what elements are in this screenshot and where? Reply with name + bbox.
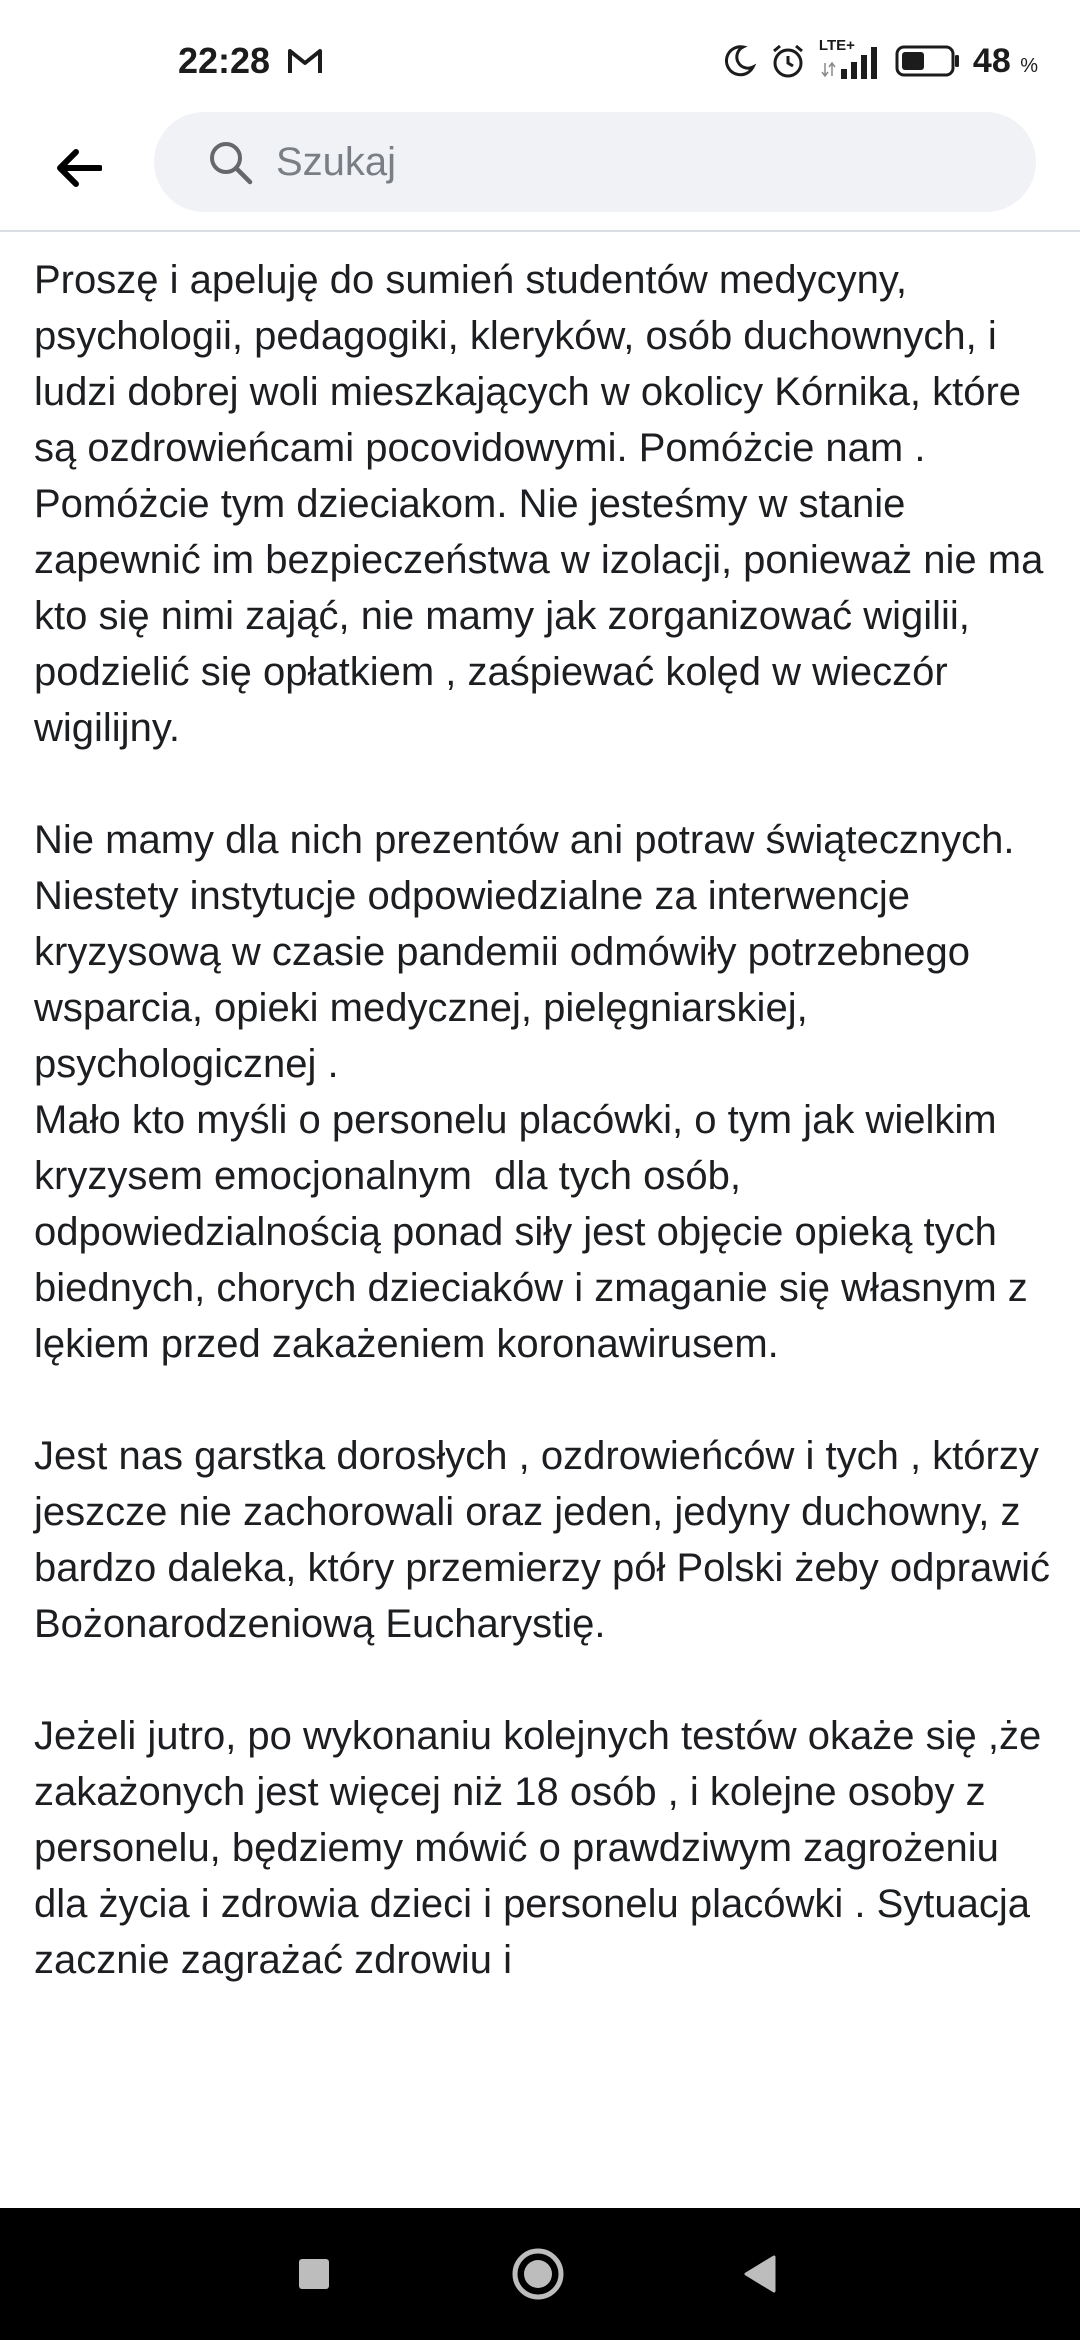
gmail-icon: [287, 46, 323, 76]
post-content: [0, 232, 1080, 2208]
post-paragraph-2: Nie mamy dla nich prezentów ani potraw świątecznych. Niestety instytucje odpowiedzialne za interwencje kryzysową w czasie pandemii odmówiły potrzebnego wsparcia, opieki medycznej, pielęgniarskiej, psychologicznej . Mało kto myśli o personelu placówki, o tym jak wielkim kryzysem emocjonalnym dla tych osób, odpowiedzialnością ponad siły jest objęcie opieką tych biednych, chorych dzieciaków i zmaganie się własnym z lękiem przed zakażeniem koronawirusem.: [34, 818, 1028, 1366]
nav-back-button[interactable]: [724, 2238, 796, 2310]
back-button[interactable]: [40, 130, 116, 206]
signal-icon: [819, 41, 883, 81]
moon-icon: [721, 43, 757, 79]
battery-percent-unit: %: [1020, 54, 1038, 77]
battery-icon: [895, 45, 961, 77]
alarm-icon: [769, 42, 807, 80]
battery-percent-value: 48: [972, 41, 1011, 80]
post-text: [34, 252, 1062, 1988]
paragraph-gap: [34, 1652, 1054, 1708]
post-paragraph-1: Proszę i apeluję do sumień studentów medycyny, psychologii, pedagogiki, kleryków, osób duchownych, i ludzi dobrej woli mieszkających w okolicy Kórnika, które są ozdrowieńcami pocovidowymi. Pomóżcie nam . Pomóżcie tym dzieciakom. Nie jesteśmy w stanie zapewnić im bezpieczeństwa w izolacji, ponieważ nie ma kto się nimi zająć, nie mamy jak zorganizować wigilii, podzielić się opłatkiem , zaśpiewać kolęd w wieczór wigilijny.: [34, 258, 1055, 750]
app-bar: [0, 110, 1080, 232]
arrow-left-icon: [54, 148, 102, 188]
battery-percent: [973, 42, 1038, 81]
system-nav-bar: [0, 2208, 1080, 2340]
search-input[interactable]: [274, 139, 938, 186]
post-paragraph-3: Jest nas garstka dorosłych , ozdrowieńców i tych , którzy jeszcze nie zachorowali oraz jeden, jedyny duchowny, z bardzo daleka, który przemierzy pół Polski żeby odprawić Bożonarodzeniową Eucharystię.: [34, 1434, 1062, 1646]
status-bar: [0, 0, 1080, 110]
status-icons: [721, 36, 1038, 86]
post-paragraph-4: Jeżeli jutro, po wykonaniu kolejnych testów okaże się ,że zakażonych jest więcej niż 18 osób , i kolejne osoby z personelu, będziemy mówić o prawdziwym zagrożeniu dla życia i zdrowia dzieci i personelu placówki . Sytuacja zacznie zagrażać zdrowiu i: [34, 1714, 1053, 1982]
circle-icon: [510, 2246, 566, 2302]
search-icon: [206, 138, 254, 186]
paragraph-gap: [34, 1372, 1054, 1428]
paragraph-gap: [34, 756, 1054, 812]
network-label: LTE+: [818, 37, 855, 54]
signal-indicator: [818, 37, 883, 81]
square-icon: [297, 2257, 331, 2291]
home-button[interactable]: [502, 2238, 574, 2310]
triangle-back-icon: [740, 2254, 780, 2294]
status-time: 22:28: [178, 40, 271, 81]
recents-button[interactable]: [278, 2238, 350, 2310]
search-box[interactable]: [154, 112, 1036, 212]
